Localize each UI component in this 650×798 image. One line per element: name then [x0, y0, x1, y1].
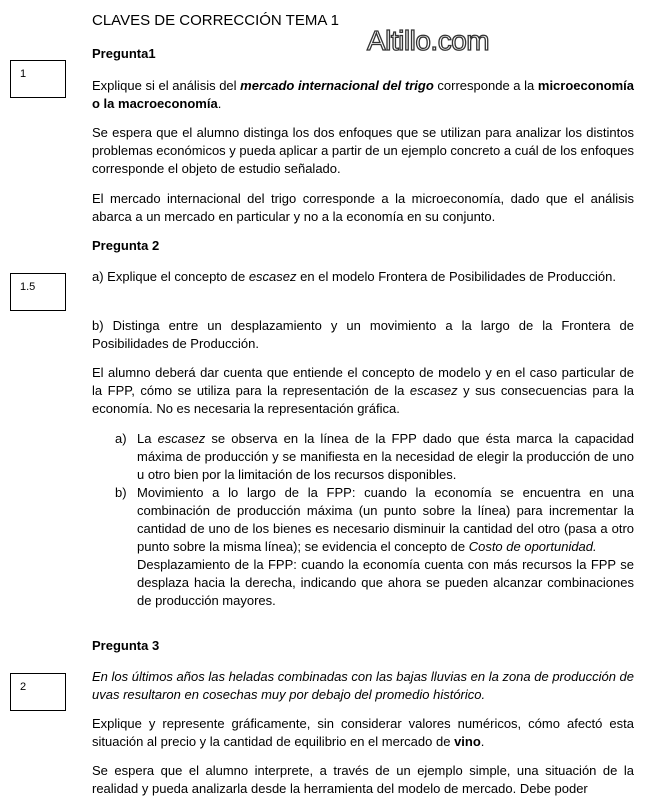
q1-prompt-emphasis: mercado internacional del trigo: [240, 78, 434, 93]
q1-expectation: Se espera que el alumno distinga los dos enfoques que se utilizan para analizar los distintos problemas económicos y pueda aplicar a partir de un ejemplo concreto a cuál de los enfoques corresponde el objeto de estudio señalado.: [92, 125, 634, 176]
q2-score: 1.5: [20, 281, 36, 293]
q1-prompt: Explique si el análisis del mercado internacional del trigo corresponde a la microeconomía o la macroeconomía.: [92, 78, 634, 111]
q2-prompt-a: a) Explique el concepto de escasez en el modelo Frontera de Posibilidades de Producción.: [92, 269, 616, 284]
q2-answer-item-b-displacement: Desplazamiento de la FPP: cuando la economía cuenta con más recursos la FPP se desplaza hacia la derecha, indicando que ahora se pueden alcanzar combinaciones de producción mayores.: [137, 557, 634, 608]
q3-heading: Pregunta 3: [92, 638, 160, 653]
watermark-logo: Altillo.com: [367, 25, 490, 56]
q1-heading: Pregunta1: [92, 46, 156, 61]
q2-expectation: El alumno deberá dar cuenta que entiende el concepto de modelo y en el caso particular de la FPP, cómo se utiliza para la representación de la escasez y sus consecuencias para la economía. No es necesaria la representación gráfica.: [92, 365, 634, 416]
q2-answer-item-b: b) Movimiento a lo largo de la FPP: cuando la economía se encuentra en una combinación de producción máxima (un punto sobre la línea) para incrementar la cantidad de uno de los bienes es necesario disminuir la cantidad del otro (pasa a otro punto sobre la misma línea); se evidencia el concepto de Costo de oportunidad. Desplazamiento de la FPP: cuando la economía cuenta con más recursos la FPP se desplaza hacia la derecha, indicando que ahora se pueden alcanzar combinaciones de producción mayores.: [115, 485, 634, 608]
q2-heading: Pregunta 2: [92, 238, 160, 253]
page-title: CLAVES DE CORRECCIÓN TEMA 1: [92, 12, 340, 29]
q1-score-box: [10, 60, 66, 98]
q2-answer-item-a: a) La escasez se observa en la línea de la FPP dado que ésta marca la capacidad máxima de producción y se manifiesta en la necesidad de elegir la producción de uno u otro bien por la limitación de los recursos disponibles.: [115, 431, 634, 482]
q3-scenario: En los últimos años las heladas combinadas con las bajas lluvias en la zona de producción de uvas resultaron en cosechas muy por debajo del promedio histórico.: [92, 669, 634, 702]
q1-prompt-bold: microeconomía o la macroeconomía: [92, 78, 634, 111]
q3-score: 2: [20, 681, 27, 693]
q2-score-box: [10, 273, 66, 311]
q3-score-box: [10, 673, 66, 711]
q1-answer: El mercado internacional del trigo corresponde a la microeconomía, dado que el análisis abarca a un mercado en particular y no a la economía en su conjunto.: [92, 191, 634, 224]
q3-prompt: Explique y represente gráficamente, sin considerar valores numéricos, cómo afectó esta situación al precio y la cantidad de equilibrio en el mercado de vino.: [92, 716, 634, 749]
q1-score: 1: [20, 68, 27, 80]
q3-expectation: Se espera que el alumno interprete, a través de un ejemplo simple, una situación de la realidad y pueda analizarla desde la herramienta del modelo de mercado. Debe poder: [92, 763, 634, 796]
q2-prompt-b: b) Distinga entre un desplazamiento y un movimiento a la largo de la Frontera de Posibilidades de Producción.: [92, 318, 634, 351]
